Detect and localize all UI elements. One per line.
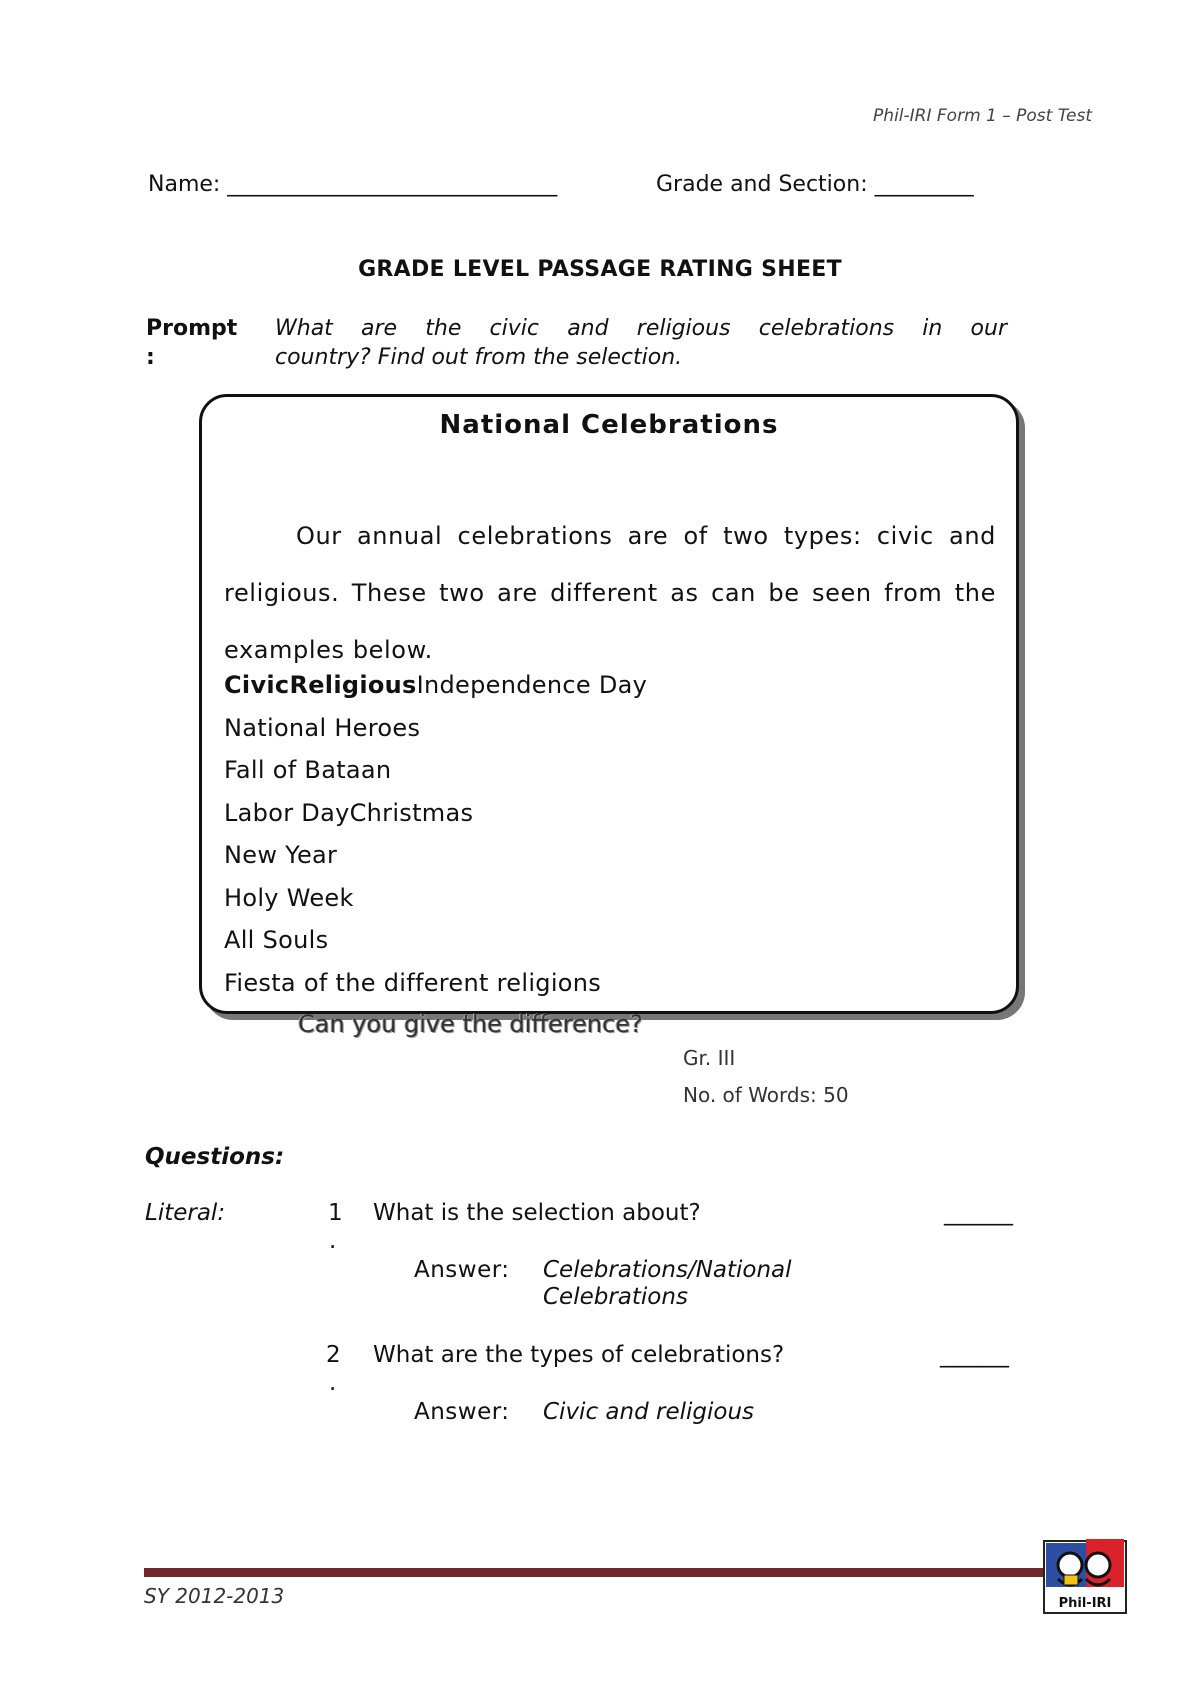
score-blank: ______ <box>940 1342 1009 1368</box>
list-item: All Souls <box>224 926 329 954</box>
question-dot: . <box>329 1370 337 1396</box>
literal-label: Literal: <box>145 1200 226 1226</box>
logo-text: Phil-IRI <box>1058 1596 1112 1611</box>
grade-section-field: Grade and Section: _________ <box>656 172 974 197</box>
footer-divider <box>144 1568 1064 1577</box>
civic-heading: Civic <box>224 671 290 699</box>
prompt-line-2: country? Find out from the selection. <box>275 345 683 370</box>
name-field: Name: ______________________________ <box>148 172 558 197</box>
list-item: New Year <box>224 841 338 869</box>
passage-title: National Celebrations <box>439 410 779 440</box>
passage-paragraph <box>224 508 996 679</box>
question-number: 2 <box>326 1342 341 1368</box>
question-text: What are the types of celebrations? <box>373 1342 785 1368</box>
prompt-text <box>275 314 1007 372</box>
score-blank: ______ <box>944 1200 1013 1226</box>
questions-heading: Questions: <box>145 1144 285 1170</box>
closing-question: Can you give the difference? <box>298 1010 643 1038</box>
page-title: GRADE LEVEL PASSAGE RATING SHEET <box>358 257 842 282</box>
list-item: Holy Week <box>224 883 354 912</box>
celebration-list <box>224 664 647 1004</box>
list-item: National Heroes <box>224 713 421 742</box>
prompt-label: Prompt : <box>146 316 238 370</box>
word-count: No. of Words: 50 <box>683 1083 849 1107</box>
list-item: CivicReligiousIndependence Day <box>224 671 648 699</box>
list-item: Fiesta of the different religions <box>224 968 602 997</box>
prompt-line-1: What are the civic and religious celebrations in our <box>275 316 1007 341</box>
grade-level: Gr. III <box>683 1046 736 1070</box>
form-label: Phil-IRI Form 1 – Post Test <box>873 106 1092 126</box>
question-dot: . <box>329 1228 337 1254</box>
list-item: Fall of Bataan <box>224 756 392 784</box>
answer-text: Celebrations/National Celebrations <box>543 1257 792 1310</box>
religious-heading: Religious <box>289 671 417 699</box>
answer-label: Answer: <box>414 1257 510 1283</box>
list-item: Labor DayChristmas <box>224 798 474 827</box>
question-number: 1 <box>328 1200 343 1226</box>
answer-label: Answer: <box>414 1399 510 1425</box>
school-year: SY 2012-2013 <box>144 1584 285 1608</box>
phil-iri-logo <box>1042 1535 1128 1615</box>
question-text: What is the selection about? <box>373 1200 701 1226</box>
passage-paragraph-text: Our annual celebrations are of two types: civic and religious. These two are different as can be seen from the examples below. <box>224 522 996 664</box>
answer-text: Civic and religious <box>543 1399 754 1425</box>
phil-iri-logo-icon <box>1042 1535 1128 1615</box>
